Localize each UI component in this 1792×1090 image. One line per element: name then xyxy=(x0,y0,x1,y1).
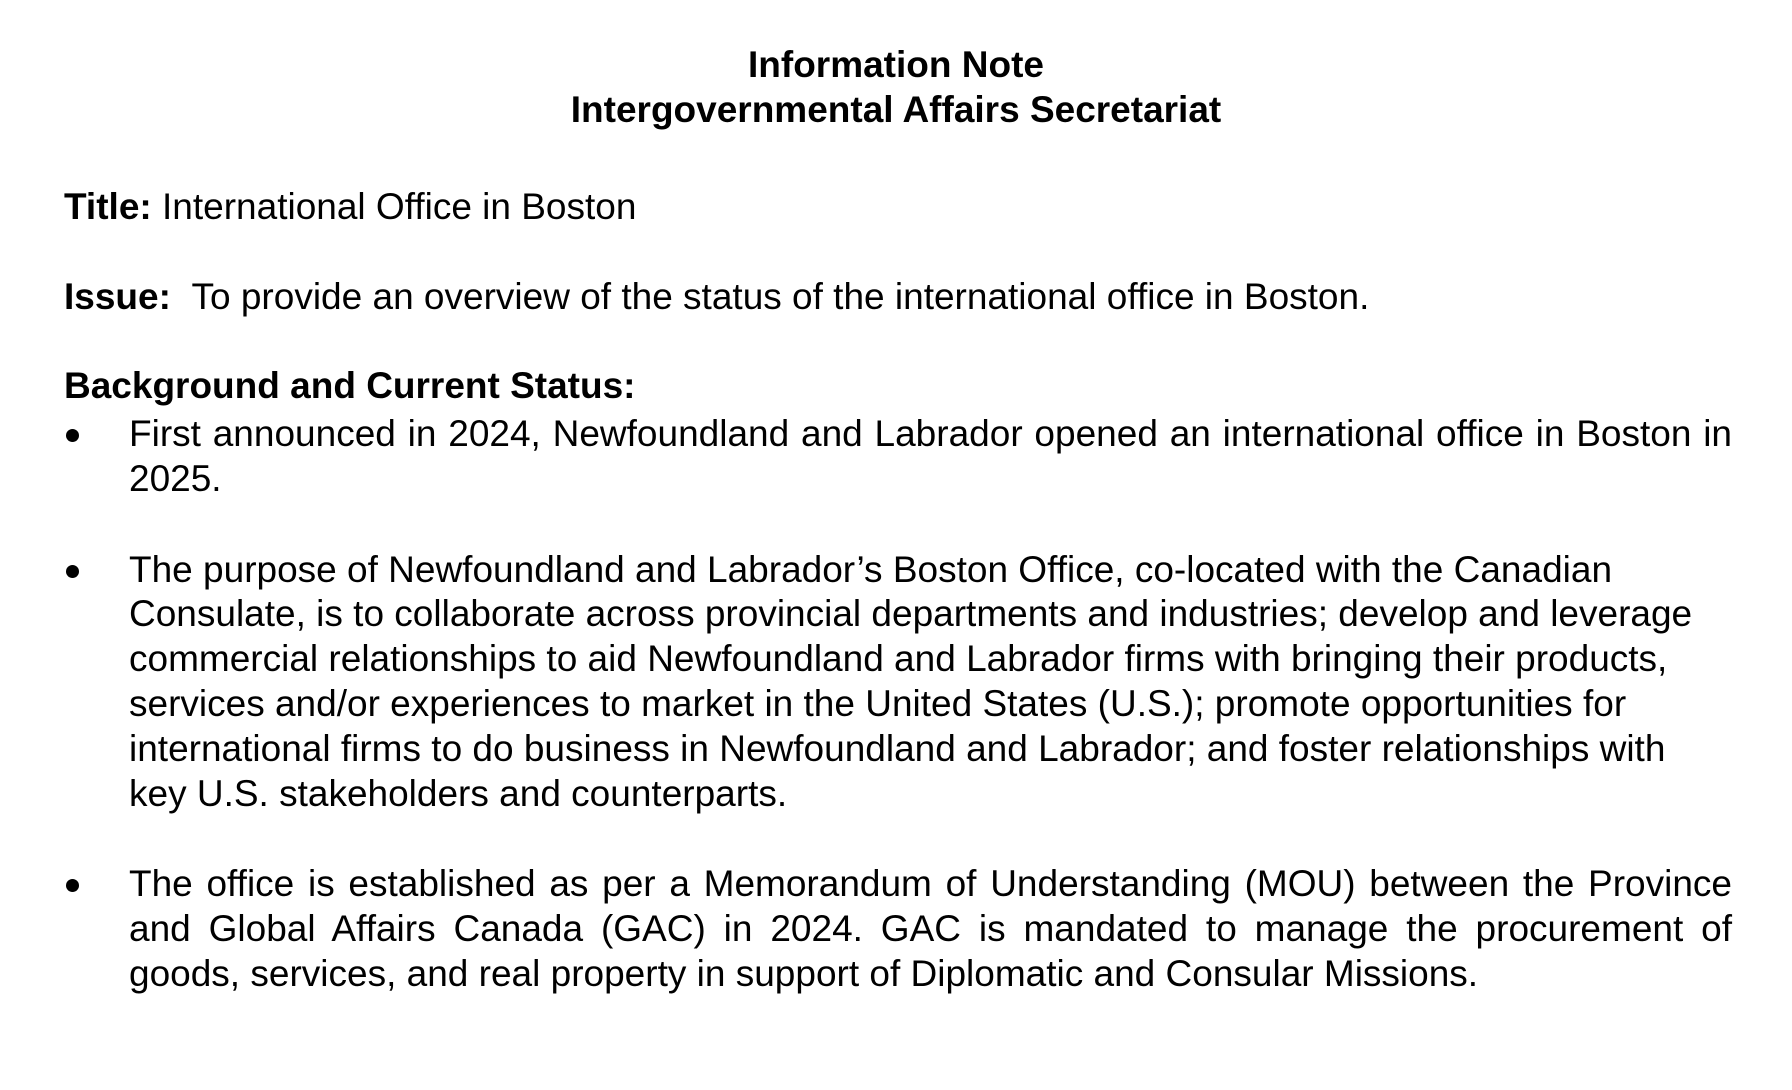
bullet-item xyxy=(64,548,1732,817)
bullet-text: The office is established as per a Memorandum of Understanding (MOU) between the Province and Global Affairs Canada (GAC) in 2024. GAC is mandated to manage the procurement of goods, services, and real property in support of Diplomatic and Consular Missions. xyxy=(129,863,1732,994)
document-type-heading: Information Note xyxy=(748,44,1044,85)
title-field xyxy=(64,184,636,229)
title-label: Title: xyxy=(64,186,152,227)
issue-label: Issue: xyxy=(64,276,171,317)
bullet-item xyxy=(64,412,1732,502)
document-header xyxy=(0,42,1792,132)
department-heading: Intergovernmental Affairs Secretariat xyxy=(570,89,1222,130)
background-heading: Background and Current Status: xyxy=(64,365,636,406)
bullet-item xyxy=(64,862,1732,996)
bullet-icon xyxy=(66,565,79,578)
background-bullet-list xyxy=(64,412,1732,1043)
issue-field xyxy=(64,274,1369,319)
title-value: International Office in Boston xyxy=(162,186,637,227)
bullet-icon xyxy=(66,429,79,442)
bullet-icon xyxy=(66,879,79,892)
bullet-text: The purpose of Newfoundland and Labrador’s Boston Office, co-located with the Canadian Consulate, is to collaborate across provincial departments and industries; develop and leverage commercial relationships to aid Newfoundland and Labrador firms with bringing their products, services and/or experiences to market in the United States (U.S.); promote opportunities for international firms to do business in Newfoundland and Labrador; and foster relationships with key U.S. stakeholders and counterparts. xyxy=(129,548,1693,814)
issue-value: To provide an overview of the status of the international office in Boston. xyxy=(191,276,1370,317)
bullet-text: First announced in 2024, Newfoundland and Labrador opened an international office in Boston in 2025. xyxy=(129,413,1732,499)
